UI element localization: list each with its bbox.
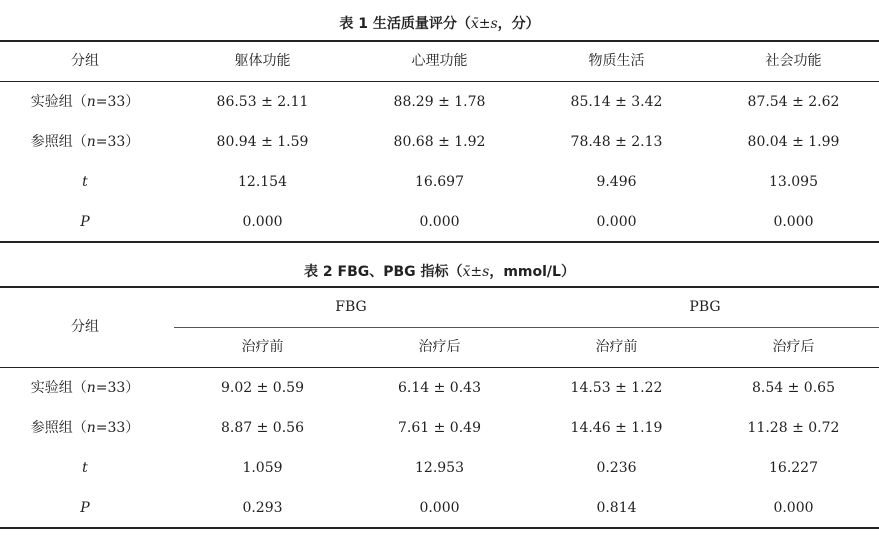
table1-row2-col2: 80.68 ± 1.92 [393, 134, 486, 150]
table2-span-rule [174, 327, 879, 328]
table2-bottom-rule [0, 527, 879, 529]
table2-row1-group: 实验组（n=33） [30, 380, 140, 396]
table1-row1-col4: 87.54 ± 2.62 [747, 94, 840, 110]
table1-caption-stat: x̄±s [470, 16, 498, 32]
table2-subheader-3: 治疗前 [595, 339, 638, 355]
table1-header-col4: 社会功能 [765, 53, 822, 69]
table2-top-rule [0, 286, 879, 288]
table1-caption-prefix: 表 1 生活质量评分（ [339, 16, 471, 32]
table2-row4-col4: 0.000 [773, 500, 814, 516]
table2-row2-col2: 7.61 ± 0.49 [398, 420, 481, 436]
table1-top-rule [0, 40, 879, 42]
table1-row4-col2: 0.000 [419, 214, 460, 230]
table1-row4-label: P [80, 214, 90, 230]
table1-row4-col3: 0.000 [596, 214, 637, 230]
table1-row2-col1: 80.94 ± 1.59 [216, 134, 309, 150]
table1-row4-col1: 0.000 [242, 214, 283, 230]
table2-row3-label: t [82, 460, 88, 476]
table1-bottom-rule [0, 241, 879, 243]
table2-row2-col4: 11.28 ± 0.72 [747, 420, 840, 436]
table1-caption-suffix: ，分） [497, 16, 540, 32]
table1-row3-col3: 9.496 [596, 174, 637, 190]
table2-row2-col3: 14.46 ± 1.19 [570, 420, 663, 436]
table1-row3-col2: 16.697 [415, 174, 464, 190]
table2-caption [0, 262, 879, 282]
table1-header-col3: 物质生活 [588, 53, 645, 69]
table1-header-group: 分组 [71, 53, 99, 69]
table1-row3-label: t [82, 174, 88, 190]
table2-caption-stat: x̄±s [462, 264, 490, 280]
table2-header-group: 分组 [71, 319, 99, 335]
table2-row1-col1: 9.02 ± 0.59 [221, 380, 304, 396]
table2-header-rule [0, 367, 879, 368]
table1-row1-group: 实验组（n=33） [30, 94, 140, 110]
table1-caption [0, 14, 879, 34]
table2-subheader-1: 治疗前 [241, 339, 284, 355]
table1-header-col1: 躯体功能 [234, 53, 291, 69]
table2-row4-col3: 0.814 [596, 500, 637, 516]
table2-row4-col2: 0.000 [419, 500, 460, 516]
table2-span-header-pbg: PBG [689, 299, 721, 315]
table2-span-header-fbg: FBG [335, 299, 367, 315]
table2-row3-col1: 1.059 [242, 460, 283, 476]
table1-header-rule [0, 81, 879, 82]
table2-row3-col3: 0.236 [596, 460, 637, 476]
table2-row2-col1: 8.87 ± 0.56 [221, 420, 304, 436]
table1-row2-group: 参照组（n=33） [30, 134, 140, 150]
table1-row1-col2: 88.29 ± 1.78 [393, 94, 486, 110]
table1-row3-col1: 12.154 [238, 174, 287, 190]
table2-row4-label: P [80, 500, 90, 516]
table2-row2-group: 参照组（n=33） [30, 420, 140, 436]
table2-row1-col3: 14.53 ± 1.22 [570, 380, 663, 396]
table2-subheader-2: 治疗后 [418, 339, 461, 355]
table1-row1-col3: 85.14 ± 3.42 [570, 94, 663, 110]
table2-caption-prefix: 表 2 FBG、PBG 指标（ [304, 264, 463, 280]
table2-row3-col4: 16.227 [769, 460, 818, 476]
table2-row3-col2: 12.953 [415, 460, 464, 476]
table1-row4-col4: 0.000 [773, 214, 814, 230]
table2-caption-suffix: ，mmol/L） [489, 264, 575, 280]
table1-row1-col1: 86.53 ± 2.11 [216, 94, 309, 110]
table2-row1-col2: 6.14 ± 0.43 [398, 380, 481, 396]
table2-subheader-4: 治疗后 [772, 339, 815, 355]
table2-row4-col1: 0.293 [242, 500, 283, 516]
table1-row2-col3: 78.48 ± 2.13 [570, 134, 663, 150]
table1-row2-col4: 80.04 ± 1.99 [747, 134, 840, 150]
table2-row1-col4: 8.54 ± 0.65 [752, 380, 835, 396]
table1-header-col2: 心理功能 [411, 53, 468, 69]
table1-row3-col4: 13.095 [769, 174, 818, 190]
